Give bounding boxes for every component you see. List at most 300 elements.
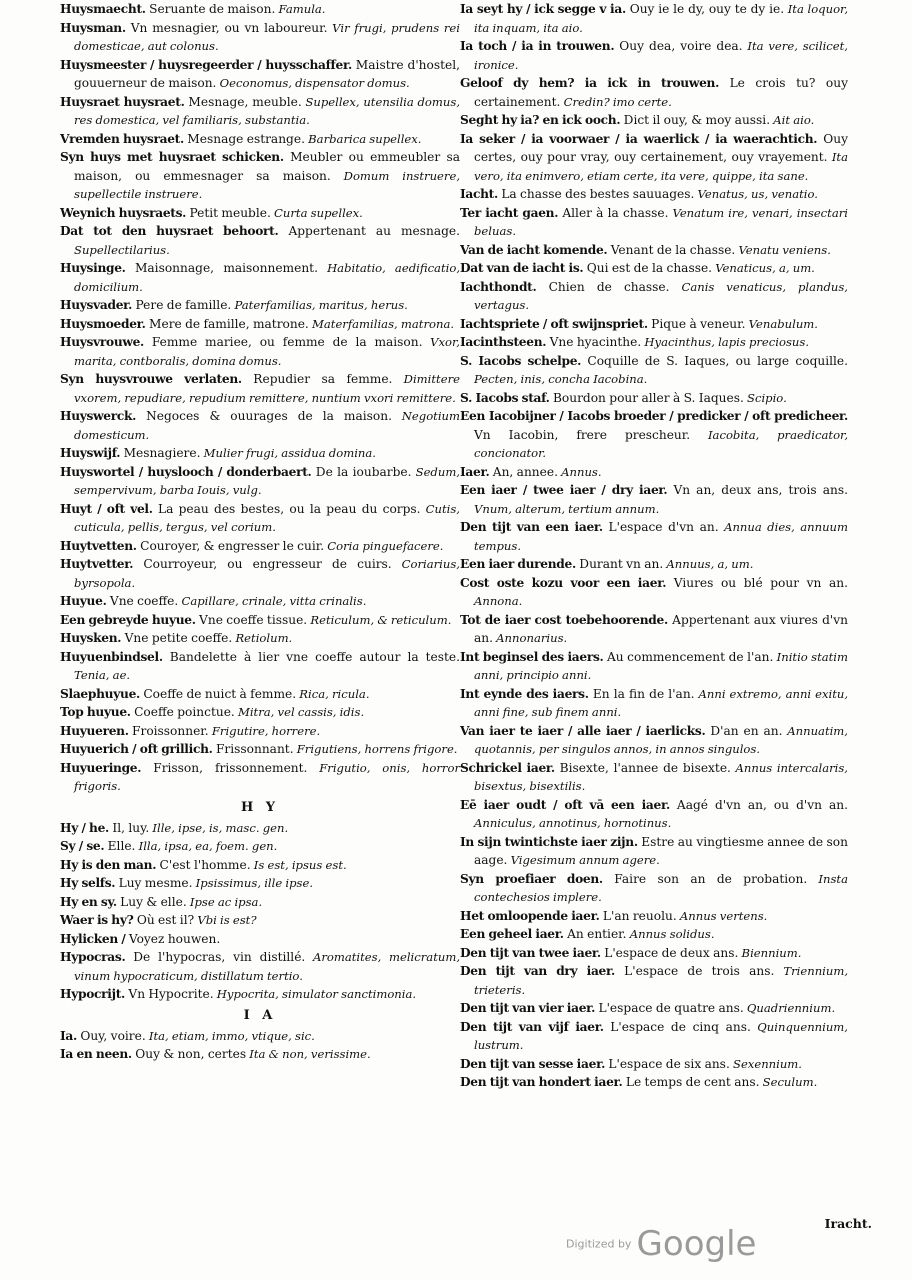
dictionary-entry xyxy=(60,333,460,370)
french-gloss: C'est l'homme. xyxy=(156,857,251,872)
section-heading: I A xyxy=(243,1007,277,1023)
latin-gloss: Scipio. xyxy=(743,390,787,405)
latin-gloss: Vbi is est? xyxy=(194,913,257,927)
headword: Ia. xyxy=(60,1028,77,1043)
french-gloss: Estre au vingtiesme annee de son aage. xyxy=(474,834,848,867)
latin-gloss: Frigutire, horrere. xyxy=(208,723,321,738)
latin-gloss: Domum instruere, supellectile instruere. xyxy=(74,168,460,201)
french-gloss: Viures ou blé pour vn an. xyxy=(666,575,848,590)
dictionary-entry xyxy=(460,648,848,685)
headword: Huyuenbindsel. xyxy=(60,649,163,664)
headword: Ia en neen. xyxy=(60,1047,132,1061)
dictionary-entry xyxy=(460,574,848,611)
headword: Sy / se. xyxy=(60,839,105,853)
latin-gloss: Vigesimum annum agere. xyxy=(507,853,660,867)
dictionary-entry xyxy=(60,759,460,796)
french-gloss: Ouy, voire. xyxy=(76,1028,146,1043)
headword: Iacht. xyxy=(460,187,498,201)
latin-gloss: Ille, ipse, is, masc. gen. xyxy=(149,820,289,835)
french-gloss: Aller à la chasse. xyxy=(558,205,669,220)
dictionary-entry xyxy=(60,222,460,259)
latin-gloss: Pecten, inis, concha Iacobina. xyxy=(474,372,648,386)
section-heading: H Y xyxy=(240,799,280,815)
french-gloss: Le temps de cent ans. xyxy=(622,1075,760,1089)
headword: Een gebreyde huyue. xyxy=(60,612,196,627)
french-gloss: Qui est de la chasse. xyxy=(583,261,713,275)
dictionary-entry xyxy=(460,962,848,999)
latin-gloss: Venaticus, a, um. xyxy=(712,261,815,275)
french-gloss: Au commencement de l'an. xyxy=(603,649,774,664)
dictionary-entry xyxy=(460,241,848,260)
french-gloss: Petit meuble. xyxy=(186,205,271,220)
dictionary-entry xyxy=(60,93,460,130)
latin-gloss: Annus intercalaris, bisextus, bisextilis. xyxy=(474,760,848,793)
latin-gloss: Seculum. xyxy=(759,1075,818,1089)
french-gloss: Appertenant au mesnage. xyxy=(278,224,461,238)
headword: Top huyue. xyxy=(60,705,131,719)
dictionary-entry xyxy=(460,185,848,204)
latin-gloss: Tenia, ae. xyxy=(74,668,131,682)
latin-gloss: Cutis, cuticula, pellis, tergus, vel corium. xyxy=(74,501,460,534)
french-gloss: Ouy certes, ouy pour vray, ouy certainement, ouy vrayement. xyxy=(474,131,848,164)
dictionary-entry xyxy=(460,130,848,186)
latin-gloss: Mulier frugi, assidua domina. xyxy=(200,446,376,460)
latin-gloss: Anni extremo, anni exitu, anni fine, sub finem anni. xyxy=(474,686,849,719)
french-gloss: Coeffe de nuict à femme. xyxy=(139,686,297,701)
french-gloss: Ouy ie le dy, ouy te dy ie. xyxy=(625,2,785,16)
headword: Huysraet huysraet. xyxy=(60,94,185,109)
latin-gloss: Coria pinguefacere. xyxy=(324,538,444,553)
french-gloss: Coeffe poinctue. xyxy=(130,705,235,719)
latin-gloss: Is est, ipsus est. xyxy=(250,857,347,872)
watermark-brand: Google xyxy=(636,1224,757,1264)
dictionary-entry xyxy=(460,407,848,463)
dictionary-entry xyxy=(460,315,848,334)
headword: Huysmoeder. xyxy=(60,316,146,331)
french-gloss: Vne coeffe tissue. xyxy=(195,612,308,627)
french-gloss: Vn an, deux ans, trois ans. xyxy=(667,483,848,497)
french-gloss: Meubler ou emmeubler sa maison, ou emmesnager sa maison. xyxy=(74,150,460,183)
dictionary-entry xyxy=(60,648,460,685)
french-gloss: Negoces & ouurages de la maison. xyxy=(136,409,392,423)
dictionary-entry xyxy=(60,856,460,875)
latin-gloss: Ita vero, ita enimvero, etiam certe, ita vere, quippe, ita sane. xyxy=(474,150,848,183)
headword: Int eynde des iaers. xyxy=(460,686,589,701)
dictionary-entry xyxy=(60,819,460,838)
dictionary-entry xyxy=(60,296,460,315)
latin-gloss: Annus solidus. xyxy=(626,927,715,941)
latin-gloss: Ita, etiam, immo, vtique, sic. xyxy=(145,1028,315,1043)
dictionary-entry xyxy=(460,278,848,315)
french-gloss: Coquille de S. Iaques, ou large coquille. xyxy=(581,353,848,368)
dictionary-entry xyxy=(460,999,848,1018)
headword: Den tijt van dry iaer. xyxy=(460,964,615,978)
french-gloss: L'espace de trois ans. xyxy=(614,964,775,978)
headword: Huyt / oft vel. xyxy=(60,501,153,516)
headword: Vremden huysraet. xyxy=(60,131,184,146)
dictionary-entry xyxy=(460,333,848,352)
french-gloss: Aagé d'vn an, ou d'vn an. xyxy=(669,797,848,812)
headword: Syn huysvrouwe verlaten. xyxy=(60,372,242,386)
dictionary-entry xyxy=(460,870,848,907)
dictionary-entry xyxy=(60,315,460,334)
headword: Schrickel iaer. xyxy=(460,760,555,775)
latin-gloss: Oeconomus, dispensator domus. xyxy=(216,76,410,90)
headword: Huyuerich / oft grillich. xyxy=(60,742,213,756)
headword: Dat tot den huysraet behoort. xyxy=(60,224,279,238)
headword: Syn proefiaer doen. xyxy=(460,871,603,886)
headword: Huysvader. xyxy=(60,298,133,312)
headword: Den tijt van vijf iaer. xyxy=(460,1019,604,1034)
dictionary-entry xyxy=(460,722,848,759)
headword: Huyswortel / huyslooch / donderbaert. xyxy=(60,464,312,479)
french-gloss: Mesnage, meuble. xyxy=(184,94,302,109)
headword: Het omloopende iaer. xyxy=(460,908,600,923)
latin-gloss: Annonarius. xyxy=(493,631,568,645)
dictionary-entry xyxy=(60,1045,460,1064)
headword: Hypocrijt. xyxy=(60,987,126,1001)
headword: Seght hy ia? en ick ooch. xyxy=(460,113,621,127)
french-gloss: Faire son an de probation. xyxy=(602,871,808,886)
dictionary-entry xyxy=(60,370,460,407)
dictionary-entry xyxy=(60,259,460,296)
latin-gloss: Ait aio. xyxy=(770,113,815,127)
dictionary-entry xyxy=(460,518,848,555)
dictionary-entry xyxy=(460,74,848,111)
latin-gloss: Materfamilias, matrona. xyxy=(308,316,455,331)
headword: Dat van de iacht is. xyxy=(460,261,584,275)
headword: Slaephuyue. xyxy=(60,686,140,701)
dictionary-entry xyxy=(60,444,460,463)
headword: Een iaer / twee iaer / dry iaer. xyxy=(460,483,668,497)
dictionary-entry xyxy=(60,204,460,223)
french-gloss: Bourdon pour aller à S. Iaques. xyxy=(549,390,744,405)
dictionary-entry xyxy=(460,481,848,518)
dictionary-entry xyxy=(60,703,460,722)
french-gloss: Vn Hypocrite. xyxy=(125,987,214,1001)
french-gloss: Où est il? xyxy=(133,913,195,927)
latin-gloss: Canis venaticus, plandus, vertagus. xyxy=(474,279,848,312)
headword: Huytvetten. xyxy=(60,538,137,553)
french-gloss: Femme mariee, ou femme de la maison. xyxy=(144,335,423,349)
dictionary-entry xyxy=(460,352,848,389)
latin-gloss: Reticulum, & reticulum. xyxy=(307,612,452,627)
latin-gloss: Supellectilarius. xyxy=(74,242,170,257)
latin-gloss: Quinquennium, lustrum. xyxy=(474,1019,848,1052)
dictionary-entry xyxy=(460,1073,848,1092)
dictionary-entry xyxy=(60,911,460,930)
french-gloss: Il, luy. xyxy=(109,820,150,835)
dictionary-entry xyxy=(460,389,848,408)
headword: Huyswerck. xyxy=(60,409,137,423)
headword: Huysman. xyxy=(60,20,126,35)
latin-gloss: Supellex, utensilia domus, res domestica, vel familiaris, substantia. xyxy=(74,94,460,127)
latin-gloss: Retiolum. xyxy=(232,631,293,645)
dictionary-entry xyxy=(460,1055,848,1074)
french-gloss: Vn Iacobin, frere prescheur. xyxy=(474,427,691,442)
dictionary-entry xyxy=(460,907,848,926)
latin-gloss: Venatus, us, venatio. xyxy=(694,187,818,201)
dictionary-entry xyxy=(60,611,460,630)
dictionary-entry xyxy=(460,463,848,482)
headword: Weynich huysraets. xyxy=(60,205,187,220)
latin-gloss: Capillare, crinale, vitta crinalis. xyxy=(178,594,367,608)
french-gloss: Vn mesnagier, ou vn laboureur. xyxy=(125,20,328,35)
headword: Den tijt van hondert iaer. xyxy=(460,1075,623,1089)
french-gloss: Vne petite coeffe. xyxy=(121,631,233,645)
headword: Geloof dy hem? ia ick in trouwen. xyxy=(460,76,720,90)
headword: Een iaer durende. xyxy=(460,557,576,571)
headword: Hylicken / xyxy=(60,931,126,946)
dictionary-entry xyxy=(460,759,848,796)
headword: Den tijt van sesse iaer. xyxy=(460,1056,606,1071)
latin-gloss: Insta contechesios implere. xyxy=(474,871,848,904)
headword: Een Iacobijner / Iacobs broeder / predicker / oft predicheer. xyxy=(460,409,848,423)
headword: Een geheel iaer. xyxy=(460,927,564,941)
headword: Hy en sy. xyxy=(60,894,117,909)
dictionary-entry xyxy=(460,685,848,722)
headword: Cost oste kozu voor een iaer. xyxy=(460,575,667,590)
french-gloss: Venant de la chasse. xyxy=(607,242,736,257)
latin-gloss: Biennium. xyxy=(738,945,802,960)
dictionary-entry xyxy=(60,555,460,592)
french-gloss: An entier. xyxy=(563,927,627,941)
french-gloss: D'an en an. xyxy=(705,723,783,738)
left-column xyxy=(60,0,460,1064)
headword: S. Iacobs schelpe. xyxy=(460,353,582,368)
french-gloss: Mesnage estrange. xyxy=(183,131,305,146)
dictionary-entry xyxy=(460,204,848,241)
latin-gloss: Coriarius, byrsopola. xyxy=(74,557,460,590)
headword: S. Iacobs staf. xyxy=(460,390,550,405)
latin-gloss: Ipsissimus, ille ipse. xyxy=(192,876,314,890)
dictionary-entry xyxy=(60,685,460,704)
headword: Huysmaecht. xyxy=(60,2,146,16)
french-gloss: Vne hyacinthe. xyxy=(546,335,642,349)
latin-gloss: Triennium, trieteris. xyxy=(474,964,849,997)
french-gloss: Dict il ouy, & moy aussi. xyxy=(620,113,771,127)
latin-gloss: Annuus, a, um. xyxy=(663,557,754,571)
latin-gloss: Vnum, alterum, tertium annum. xyxy=(474,501,660,516)
dictionary-entry xyxy=(60,500,460,537)
latin-gloss: Anniculus, annotinus, hornotinus. xyxy=(474,816,672,830)
latin-gloss: Hypocrita, simulator sanctimonia. xyxy=(213,987,417,1001)
headword: Huysmeester / huysregeerder / huysschaffer. xyxy=(60,57,352,72)
headword: Huytvetter. xyxy=(60,557,134,571)
latin-gloss: Annua dies, annuum tempus. xyxy=(474,520,849,553)
french-gloss: L'espace de deux ans. xyxy=(600,945,739,960)
latin-gloss: Credin? imo certe. xyxy=(560,94,672,109)
french-gloss: Pere de famille. xyxy=(132,298,232,312)
latin-gloss: Dimittere vxorem, repudiare, repudium remittere, nuntium vxori remittere. xyxy=(74,372,460,405)
dictionary-entry xyxy=(60,148,460,204)
google-watermark xyxy=(566,1224,756,1264)
latin-gloss: Frigutio, onis, horror frigoris. xyxy=(74,760,460,793)
headword: Ter iacht gaen. xyxy=(460,205,559,220)
watermark-prefix: Digitized by xyxy=(566,1237,632,1251)
headword: Hy is den man. xyxy=(60,857,157,872)
french-gloss: Le crois tu? ouy certainement. xyxy=(474,76,849,109)
latin-gloss: Ita & non, verissime. xyxy=(246,1047,371,1061)
latin-gloss: Barbarica supellex. xyxy=(304,131,422,146)
latin-gloss: Venatum ire, venari, insectari beluas. xyxy=(474,205,848,238)
headword: Van iaer te iaer / alle iaer / iaerlicks. xyxy=(460,723,706,738)
dictionary-entry xyxy=(60,0,460,19)
french-gloss: Chien de chasse. xyxy=(536,279,670,294)
latin-gloss: Curta supellex. xyxy=(270,205,363,220)
right-column xyxy=(460,0,848,1092)
headword: Int beginsel des iaers. xyxy=(460,649,604,664)
french-gloss: L'an reuolu. xyxy=(599,908,677,923)
latin-gloss: Venabulum. xyxy=(745,316,818,331)
french-gloss: Frissonnant. xyxy=(212,742,294,756)
latin-gloss: Annus vertens. xyxy=(676,908,768,923)
headword: Ia seyt hy / ick segge v ia. xyxy=(460,2,626,16)
french-gloss: Bisexte, l'annee de bisexte. xyxy=(554,760,731,775)
latin-gloss: Initio statim anni, principio anni. xyxy=(474,649,848,682)
latin-gloss: Venatu veniens. xyxy=(735,242,831,257)
french-gloss: Elle. xyxy=(104,839,136,853)
dictionary-entry xyxy=(60,893,460,912)
dictionary-entry xyxy=(460,796,848,833)
french-gloss: Pique à veneur. xyxy=(647,316,746,331)
latin-gloss: Frigutiens, horrens frigore. xyxy=(293,742,458,756)
headword: Huyue. xyxy=(60,594,107,608)
french-gloss: Maisonnage, maisonnement. xyxy=(125,261,318,275)
headword: In sijn twintichste iaer zijn. xyxy=(460,834,638,849)
latin-gloss: Negotium domesticum. xyxy=(74,409,461,442)
headword: Iachthondt. xyxy=(460,279,537,294)
french-gloss: Ouy & non, certes xyxy=(131,1047,247,1061)
french-gloss: De l'hypocras, vin distillé. xyxy=(125,950,306,964)
dictionary-entry xyxy=(460,833,848,870)
latin-gloss: Rica, ricula. xyxy=(296,686,370,701)
dictionary-entry xyxy=(60,985,460,1004)
headword: Huysinge. xyxy=(60,261,126,275)
dictionary-entry xyxy=(60,948,460,985)
french-gloss: Appertenant aux viures d'vn an. xyxy=(474,612,848,645)
french-gloss: Luy mesme. xyxy=(115,876,193,890)
latin-gloss: Vir frugi, prudens rei domesticae, aut colonus. xyxy=(74,20,460,53)
french-gloss: Bandelette à lier vne coeffe autour la teste. xyxy=(162,649,460,664)
french-gloss: An, annee. xyxy=(489,464,558,479)
latin-gloss: Annona. xyxy=(474,594,523,608)
french-gloss: L'espace d'vn an. xyxy=(602,520,719,534)
dictionary-entry xyxy=(460,555,848,574)
latin-gloss: Quadriennium. xyxy=(743,1001,836,1015)
latin-gloss: Sexennium. xyxy=(729,1056,802,1071)
dictionary-entry xyxy=(60,56,460,93)
latin-gloss: Aromatites, melicratum, vinum hypocraticum, distillatum tertio. xyxy=(74,950,461,983)
latin-gloss: Iacobita, praedicator, concionator. xyxy=(474,427,849,460)
french-gloss: L'espace de quatre ans. xyxy=(595,1001,744,1015)
dictionary-entry xyxy=(60,407,460,444)
headword: Huyswijf. xyxy=(60,446,121,460)
french-gloss: Repudier sa femme. xyxy=(241,372,393,386)
french-gloss: Voyez houwen. xyxy=(125,931,221,946)
dictionary-entry xyxy=(60,740,460,759)
latin-gloss: Hyacinthus, lapis preciosus. xyxy=(641,335,810,349)
headword: Huysvrouwe. xyxy=(60,335,145,349)
catchword: Iracht. xyxy=(824,1216,872,1231)
dictionary-entry xyxy=(460,0,848,37)
latin-gloss: Ita vere, scilicet, ironice. xyxy=(474,39,848,72)
headword: Van de iacht komende. xyxy=(460,242,608,257)
headword: Huysken. xyxy=(60,631,122,645)
latin-gloss: Illa, ipsa, ea, foem. gen. xyxy=(135,839,278,853)
latin-gloss: Paterfamilias, maritus, herus. xyxy=(231,298,408,312)
french-gloss: Luy & elle. xyxy=(116,894,187,909)
dictionary-entry xyxy=(60,592,460,611)
french-gloss: Froissonner. xyxy=(128,723,209,738)
latin-gloss: Habitatio, aedificatio, domicilium. xyxy=(74,261,461,294)
dictionary-entry xyxy=(460,111,848,130)
french-gloss: L'espace de six ans. xyxy=(605,1056,730,1071)
headword: Den tijt van twee iaer. xyxy=(460,945,601,960)
dictionary-entry xyxy=(60,722,460,741)
dictionary-entry xyxy=(460,37,848,74)
french-gloss: Couroyer, & engresser le cuir. xyxy=(136,538,325,553)
french-gloss: En la fin de l'an. xyxy=(588,686,695,701)
french-gloss: Mere de famille, matrone. xyxy=(145,316,309,331)
dictionary-entry xyxy=(60,1027,460,1046)
dictionary-entry xyxy=(460,925,848,944)
latin-gloss: Ita loquor, ita inquam, ita aio. xyxy=(474,2,849,35)
latin-gloss: Mitra, vel cassis, idis. xyxy=(234,705,365,719)
dictionary-entry xyxy=(460,944,848,963)
french-gloss: Mesnagiere. xyxy=(120,446,201,460)
dictionary-entry xyxy=(460,1018,848,1055)
headword: Iacinthsteen. xyxy=(460,335,547,349)
latin-gloss: Sedum, sempervivum, barba Iouis, vulg. xyxy=(74,464,460,497)
dictionary-entry xyxy=(60,19,460,56)
latin-gloss: Ipse ac ipsa. xyxy=(186,894,263,909)
dictionary-entry xyxy=(60,837,460,856)
french-gloss: Vne coeffe. xyxy=(106,594,179,608)
headword: Den tijt van vier iaer. xyxy=(460,1001,596,1015)
headword: Ia toch / ia in trouwen. xyxy=(460,39,615,53)
french-gloss: De la ioubarbe. xyxy=(311,464,412,479)
headword: Tot de iaer cost toebehoorende. xyxy=(460,612,668,627)
headword: Eē iaer oudt / oft vā een iaer. xyxy=(460,797,670,812)
dictionary-entry xyxy=(60,930,460,949)
dictionary-entry xyxy=(460,611,848,648)
headword: Hy selfs. xyxy=(60,876,116,890)
dictionary-entry xyxy=(60,537,460,556)
headword: Huyueren. xyxy=(60,723,129,738)
latin-gloss: Annuatim, quotannis, per singulos annos, in annos singulos. xyxy=(474,723,848,756)
french-gloss: Durant vn an. xyxy=(575,557,664,571)
headword: Ia seker / ia voorwaer / ia waerlick / ia waerachtich. xyxy=(460,131,818,146)
dictionary-entry xyxy=(60,629,460,648)
dictionary-entry xyxy=(60,130,460,149)
french-gloss: La chasse des bestes sauuages. xyxy=(497,187,695,201)
french-gloss: Frisson, frissonnement. xyxy=(141,760,308,775)
dictionary-entry xyxy=(460,259,848,278)
headword: Iaer. xyxy=(460,464,490,479)
french-gloss: Seruante de maison. xyxy=(145,2,276,16)
headword: Hy / he. xyxy=(60,820,109,835)
latin-gloss: Vxor, marita, contboralis, domina domus. xyxy=(74,335,460,368)
headword: Waer is hy? xyxy=(60,913,134,927)
dictionary-entry xyxy=(60,874,460,893)
french-gloss: L'espace de cinq ans. xyxy=(603,1019,751,1034)
french-gloss: La peau des bestes, ou la peau du corps. xyxy=(152,501,421,516)
headword: Syn huys met huysraet schicken. xyxy=(60,150,284,164)
latin-gloss: Annus. xyxy=(557,464,602,479)
headword: Hypocras. xyxy=(60,950,126,964)
headword: Iachtspriete / oft swijnspriet. xyxy=(460,316,648,331)
